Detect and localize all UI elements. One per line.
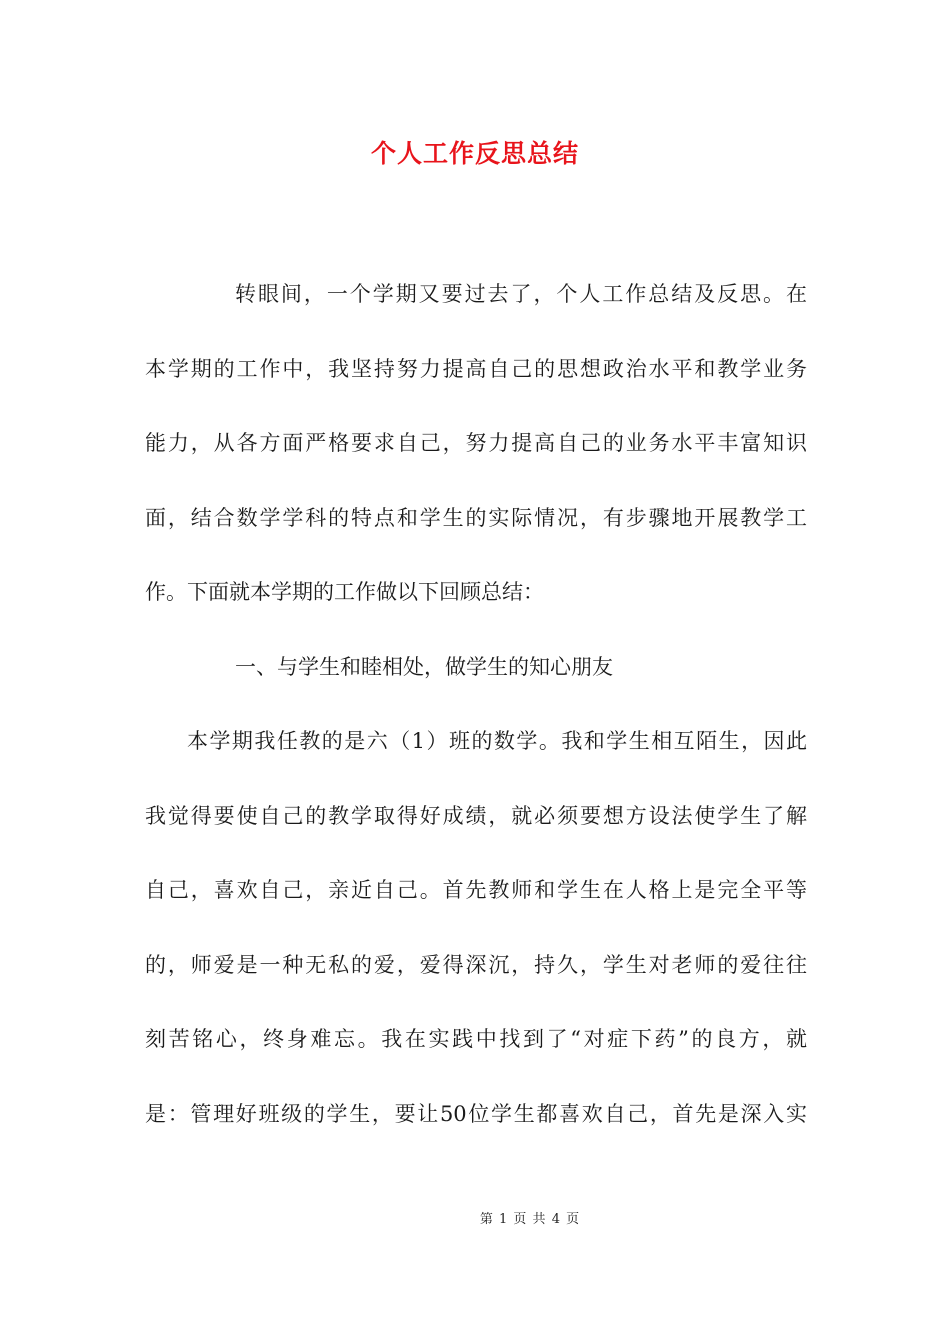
paragraph-line: 自己，喜欢自己，亲近自己。首先教师和学生在人格上是完全平等 <box>145 878 807 902</box>
section-heading: 一、与学生和睦相处，做学生的知心朋友 <box>235 654 613 679</box>
paragraph-line: 作。下面就本学期的工作做以下回顾总结： <box>145 580 544 604</box>
paragraph-line: 转眼间，一个学期又要过去了，个人工作总结及反思。在 <box>235 282 807 306</box>
document-title: 个人工作反思总结 <box>370 139 579 168</box>
paragraph-line: 是：管理好班级的学生，要让50位学生都喜欢自己，首先是深入实 <box>145 1101 807 1126</box>
page-number: 第 1 页 共 4 页 <box>479 1212 581 1227</box>
paragraph-line: 能力，从各方面严格要求自己，努力提高自己的业务水平丰富知识 <box>145 431 807 455</box>
paragraph-line: 本学期我任教的是六（1）班的数学。我和学生相互陌生，因此 <box>187 729 807 753</box>
paragraph-line: 面，结合数学学科的特点和学生的实际情况，有步骤地开展教学工 <box>145 505 807 530</box>
document-body <box>145 276 807 1170</box>
paragraph-line: 本学期的工作中，我坚持努力提高自己的思想政治水平和教学业务 <box>145 356 807 381</box>
paragraph-line: 刻苦铭心，终身难忘。我在实践中找到了“对症下药”的良方，就 <box>145 1027 807 1051</box>
paragraph-line: 我觉得要使自己的教学取得好成绩，就必须要想方设法使学生了解 <box>145 803 807 828</box>
paragraph-line: 的，师爱是一种无私的爱，爱得深沉，持久，学生对老师的爱往往 <box>145 952 807 977</box>
